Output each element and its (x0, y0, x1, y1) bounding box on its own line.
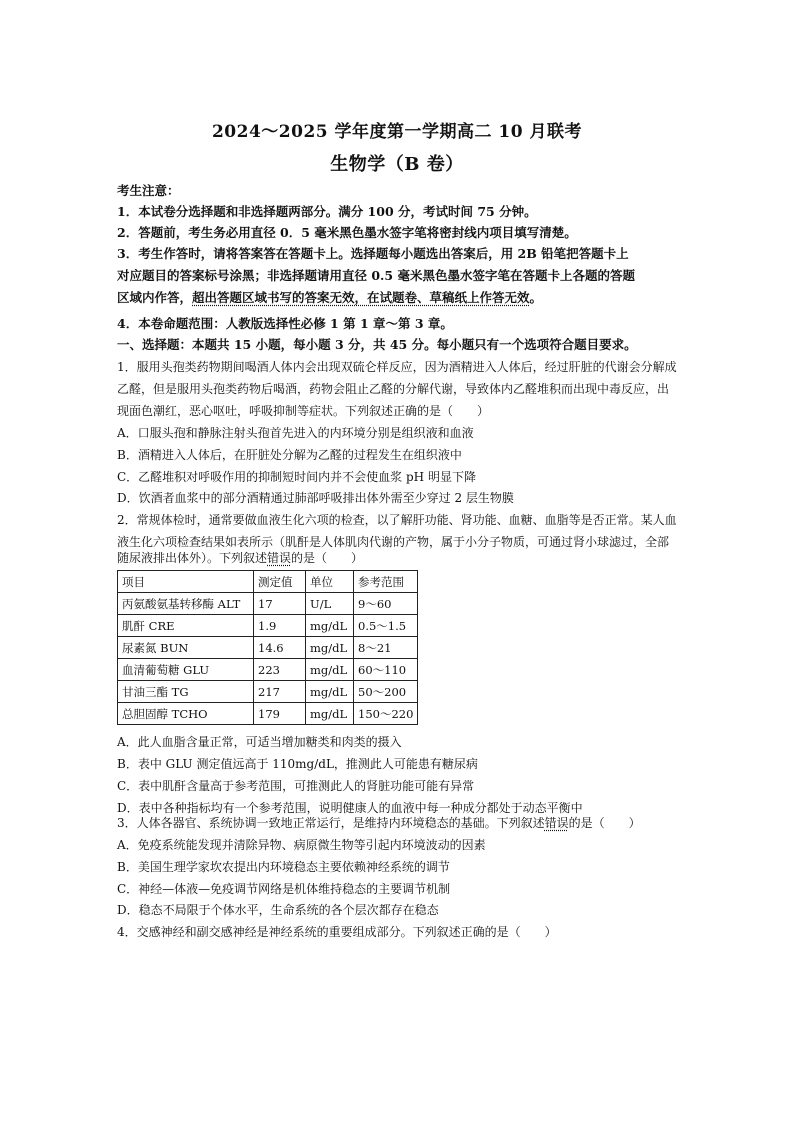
q1-option-a: A．口服头孢和静脉注射头孢首先进入的内环境分别是组织液和血液 (117, 426, 474, 440)
table-cell: 总胆固醇 TCHO (118, 703, 254, 725)
q1-option-b: B．酒精进入人体后，在肝脏处分解为乙醛的过程发生在组织液中 (117, 448, 462, 462)
table-cell: 1.9 (254, 615, 306, 637)
table-cell: 150～220 (354, 703, 418, 725)
q3-stem-text: 的是（ ） (568, 816, 641, 830)
table-cell: 甘油三酯 TG (118, 681, 254, 703)
table-row (118, 637, 418, 659)
section-heading: 一、选择题：本题共 15 小题，每小题 3 分，共 45 分。每小题只有一个选项符合题目要求。 (117, 337, 637, 352)
table-header-row (118, 571, 418, 593)
table-cell: 223 (254, 659, 306, 681)
table-cell: 肌酐 CRE (118, 615, 254, 637)
table-header: 参考范围 (354, 571, 418, 593)
q2-stem-text: 的是（ ） (291, 551, 364, 565)
q3-option-c: C．神经—体液—免疫调节网络是机体维持稳态的主要调节机制 (117, 882, 451, 896)
q2-stem-line: 2．常规体检时，通常要做血液生化六项的检查，以了解肝功能、肾功能、血糖、血脂等是否正常。某人血 (117, 513, 677, 527)
q3-stem (117, 815, 687, 831)
table-cell: mg/dL (306, 703, 354, 725)
q1-option-d: D．饮酒者血浆中的部分酒精通过肺部呼吸排出体外需至少穿过 2 层生物膜 (117, 491, 514, 505)
q2-option-b: B．表中 GLU 测定值远高于 110mg/dL，推测此人可能患有糖尿病 (117, 757, 478, 771)
q2-option-d: D．表中各种指标均有一个参考范围，说明健康人的血液中每一种成分都处于动态平衡中 (117, 801, 583, 815)
table-cell: 9～60 (354, 593, 418, 615)
table-row (118, 615, 418, 637)
table-cell: 217 (254, 681, 306, 703)
notice-text: 。 (529, 290, 543, 305)
q2-option-c: C．表中肌酐含量高于参考范围，可推测此人的肾脏功能可能有异常 (117, 779, 475, 793)
q3-option-a: A．免疫系统能发现并清除异物、病原微生物等引起内环境波动的因素 (117, 838, 486, 852)
table-cell: 14.6 (254, 637, 306, 659)
table-header: 单位 (306, 571, 354, 593)
table-row (118, 659, 418, 681)
emphasis-text: 错误 (267, 551, 292, 565)
table-cell: 丙氨酸氨基转移酶 ALT (118, 593, 254, 615)
q2-option-a: A．此人血脂含量正常，可适当增加糖类和肉类的摄入 (117, 735, 402, 749)
notice-item-3-line-3 (117, 290, 687, 306)
q4-stem: 4．交感神经和副交感神经是神经系统的重要组成部分。下列叙述正确的是（ ） (117, 925, 557, 939)
table-cell: U/L (306, 593, 354, 615)
q1-stem-line: 现面色潮红，恶心呕吐，呼吸抑制等症状。下列叙述正确的是（ ） (117, 404, 490, 418)
table-cell: mg/dL (306, 659, 354, 681)
table-cell: 60～110 (354, 659, 418, 681)
table-cell: mg/dL (306, 615, 354, 637)
notice-item-3-line-2: 对应题目的答案标号涂黑；非选择题请用直径 0.5 毫米黑色墨水签字笔在答题卡上各题的答题 (117, 268, 635, 283)
notice-heading: 考生注意： (117, 183, 180, 198)
table-cell: mg/dL (306, 681, 354, 703)
exam-title: 2024～2025 学年度第一学期高二 10 月联考 (211, 122, 583, 142)
notice-text: 区域内作答， (117, 290, 193, 305)
lab-results-table (117, 570, 418, 725)
table-cell: 17 (254, 593, 306, 615)
table-cell: 0.5～1.5 (354, 615, 418, 637)
exam-subtitle: 生物学（B 卷） (330, 154, 464, 175)
table-header: 测定值 (254, 571, 306, 593)
q2-stem-line (117, 550, 687, 566)
table-row (118, 703, 418, 725)
table-row (118, 593, 418, 615)
emphasis-text: 超出答题区域书写的答案无效，在试题卷、草稿纸上作答无效 (192, 290, 530, 305)
table-cell: mg/dL (306, 637, 354, 659)
table-header: 项目 (118, 571, 254, 593)
q1-stem-line: 1．服用头孢类药物期间喝酒人体内会出现双硫仑样反应，因为酒精进入人体后，经过肝脏的代谢会分解成 (117, 360, 677, 374)
table-cell: 尿素氮 BUN (118, 637, 254, 659)
q2-stem-text: 随尿液排出体外）。下列叙述 (117, 551, 268, 565)
table-cell: 50～200 (354, 681, 418, 703)
notice-item-2: 2．答题前，考生务必用直径 0．5 毫米黑色墨水签字笔将密封线内项目填写清楚。 (117, 225, 577, 240)
emphasis-text: 错误 (544, 816, 569, 830)
q1-option-c: C．乙醛堆积对呼吸作用的抑制短时间内并不会使血浆 pH 明显下降 (117, 470, 476, 484)
notice-item-4: 4．本卷命题范围：人教版选择性必修 1 第 1 章～第 3 章。 (117, 316, 453, 331)
q3-option-d: D．稳态不局限于个体水平，生命系统的各个层次都存在稳态 (117, 903, 439, 917)
table-row (118, 681, 418, 703)
q1-stem-line: 乙醛，但是服用头孢类药物后喝酒，药物会阻止乙醛的分解代谢，导致体内乙醛堆积而出现中毒反应，出 (117, 382, 670, 396)
notice-item-3-line-1: 3．考生作答时，请将答案答在答题卡上。选择题每小题选出答案后，用 2B 铅笔把答题卡上 (117, 246, 629, 261)
notice-item-1: 1．本试卷分选择题和非选择题两部分。满分 100 分，考试时间 75 分钟。 (117, 204, 537, 219)
q2-stem-line: 液生化六项检查结果如表所示（肌酐是人体肌肉代谢的产物，属于小分子物质，可通过肾小球滤过，全部 (117, 535, 670, 549)
table-cell: 血清葡萄糖 GLU (118, 659, 254, 681)
q3-stem-text: 3．人体各器官、系统协调一致地正常运行，是维持内环境稳态的基础。下列叙述 (117, 816, 545, 830)
table-cell: 8～21 (354, 637, 418, 659)
table-cell: 179 (254, 703, 306, 725)
q3-option-b: B．美国生理学家坎农提出内环境稳态主要依赖神经系统的调节 (117, 860, 450, 874)
